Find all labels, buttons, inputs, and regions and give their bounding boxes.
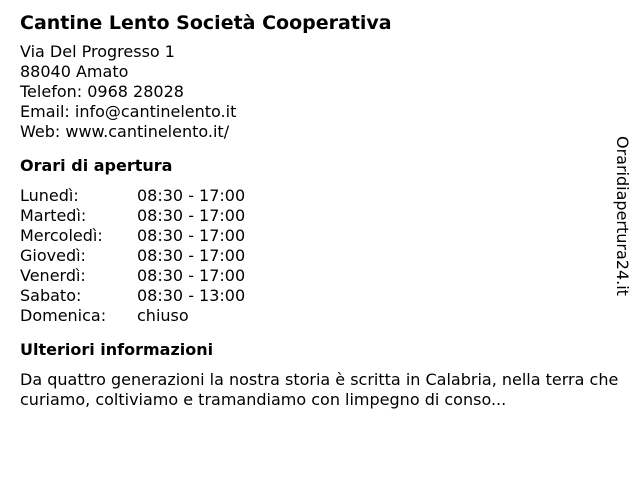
day-label: Lunedì: [20,186,79,205]
website: Web: www.cantinelento.it/ [20,122,230,141]
time-value: 08:30 - 13:00 [137,286,246,305]
time-value: 08:30 - 17:00 [137,206,246,225]
hours-row-monday [20,186,620,206]
hours-row-friday [20,266,620,286]
opening-hours-heading: Orari di apertura [20,156,173,175]
phone-number: Telefon: 0968 28028 [20,82,184,101]
address-street: Via Del Progresso 1 [20,42,175,61]
day-label: Domenica: [20,306,107,325]
day-label: Mercoledì: [20,226,103,245]
address-block [20,42,620,142]
time-value: 08:30 - 17:00 [137,226,246,245]
day-label: Martedì: [20,206,87,225]
time-value: 08:30 - 17:00 [137,246,246,265]
hours-row-thursday [20,246,620,266]
time-value: 08:30 - 17:00 [137,266,246,285]
email-address: Email: info@cantinelento.it [20,102,237,121]
hours-row-tuesday [20,206,620,226]
brand-watermark-text: Oraridiapertura24.it [613,136,632,296]
more-info-text: Da quattro generazioni la nostra storia è scritta in Calabria, nella terra che curiamo, coltiviamo e tramandiamo con limpegno di conso... [20,370,619,409]
opening-hours-table [20,186,620,326]
day-label: Venerdì: [20,266,86,285]
company-name: Cantine Lento Società Cooperativa [20,12,392,34]
hours-row-sunday [20,306,620,326]
hours-row-wednesday [20,226,620,246]
more-info-heading: Ulteriori informazioni [20,340,214,359]
time-value: 08:30 - 17:00 [137,186,246,205]
business-card [20,10,620,410]
time-value: chiuso [137,306,189,325]
address-city: 88040 Amato [20,62,129,81]
day-label: Giovedì: [20,246,86,265]
day-label: Sabato: [20,286,82,305]
hours-row-saturday [20,286,620,306]
